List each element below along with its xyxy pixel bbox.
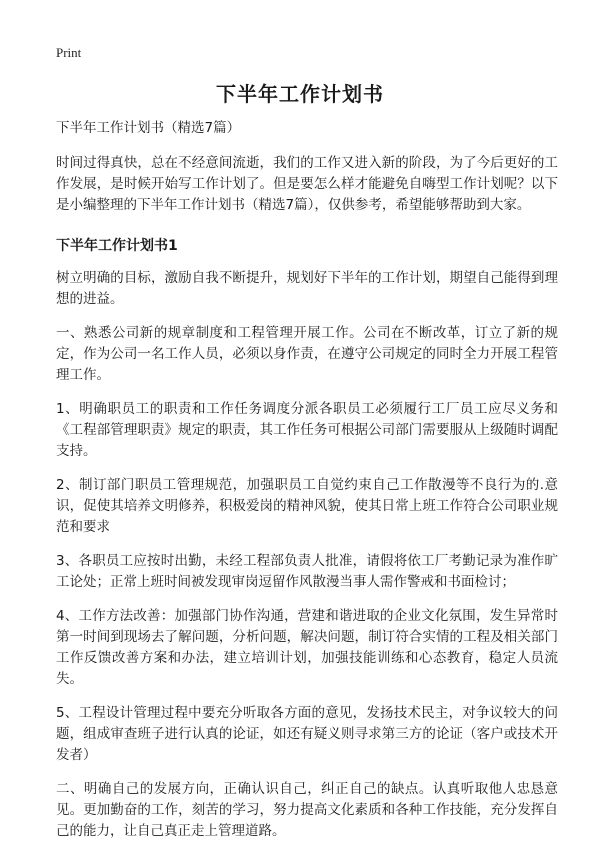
paragraph-direction: 二、明确自己的发展方向，正确认识自己，纠正自己的缺点。认真听取他人忠恳意见。更加勤奋的工作，刻苦的学习，努力提高文化素质和各种工作技能，充分发挥自己的能力，让自己真正走上管理道路。 (56, 781, 558, 839)
intro-paragraph: 时间过得真快，总在不经意间流逝，我们的工作又进入新的阶段，为了今后更好的工作发展，是时候开始写工作计划了。但是要怎么样才能避免自嗨型工作计划呢？以下是小编整理的下半年工作计划书（精选7篇），仅供参考，希望能够帮助到大家。 (56, 155, 558, 213)
print-link[interactable]: Print (56, 45, 82, 60)
document-subtitle: 下半年工作计划书（精选7篇） (56, 120, 241, 136)
paragraph-rules: 一、熟悉公司新的规章制度和工程管理开展工作。公司在不断改革，订立了新的规定，作为公司一名工作人员，必须以身作责，在遵守公司规定的同时全力开展工程管理工作。 (56, 325, 558, 383)
paragraph-item-5: 5、工程设计管理过程中要充分听取各方面的意见，发扬技术民主，对争议较大的问题，组成审查班子进行认真的论证，如还有疑义则寻求第三方的论证（客户或技术开发者） (56, 705, 558, 763)
paragraph-item-1: 1、明确职员工的职责和工作任务调度分派各职员工必须履行工厂员工应尽义务和《工程部管理职责》规定的职责，其工作任务可根据公司部门需要服从上级随时调配支持。 (56, 401, 558, 459)
section-heading: 下半年工作计划书1 (56, 238, 178, 254)
paragraph-item-2: 2、制订部门职员工管理规范，加强职员工自觉约束自己工作散漫等不良行为的.意识，促使其培养文明修养，积极爱岗的精神风貌，使其日常上班工作符合公司职业规范和要求 (56, 477, 558, 535)
document-body (56, 118, 558, 855)
document-title: 下半年工作计划书 (216, 82, 384, 106)
paragraph-goal: 树立明确的目标，激励自我不断提升，规划好下半年的工作计划，期望自己能得到理想的进益。 (56, 270, 558, 307)
paragraph-item-4: 4、工作方法改善：加强部门协作沟通，营建和谐进取的企业文化氛围，发生异常时第一时间到现场去了解问题，分析问题，解决问题，制订符合实情的工程及相关部门工作反馈改善方案和办法，建立培训计划，加强技能训练和心态教育，稳定人员流失。 (56, 608, 558, 687)
paragraph-item-3: 3、各职员工应按时出勤，未经工程部负责人批准，请假将依工厂考勤记录为准作旷工论处；正常上班时间被发现审岗逗留作风散漫当事人需作警戒和书面检讨； (56, 553, 558, 590)
